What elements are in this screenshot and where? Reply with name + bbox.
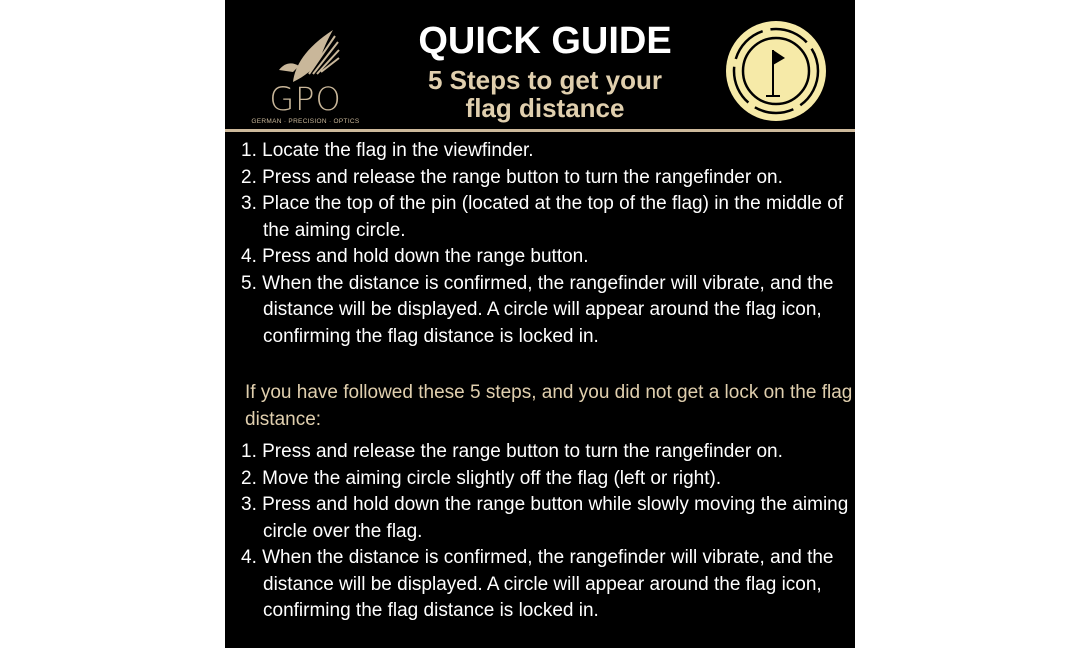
page-title: QUICK GUIDE (418, 20, 672, 62)
golf-flag-icon (725, 20, 827, 122)
list-item: 1. Locate the flag in the viewfinder. (241, 140, 534, 161)
page-subtitle (375, 66, 715, 122)
list-item: 4. When the distance is confirmed, the rangefinder will vibrate, and the distance will be displayed. A circle will appear around the flag icon, confirming the flag distance is locked in. (241, 547, 834, 621)
list-item: 2. Move the aiming circle slightly off the flag (left or right). (241, 467, 722, 489)
subtitle-line: 5 Steps to get your (427, 65, 663, 95)
guide-content (241, 138, 853, 625)
subtitle-line: flag distance (465, 93, 625, 123)
header-divider (225, 129, 855, 132)
logo-wordmark: GPO (269, 80, 342, 118)
logo-tagline: GERMAN · PRECISION · OPTICS (251, 118, 360, 125)
list-item: 5. When the distance is confirmed, the rangefinder will vibrate, and the distance will be displayed. A circle will appear around the flag icon, confirming the flag distance is locked in. (241, 272, 834, 347)
list-item: 1. Press and release the range button to turn the rangefinder on. (241, 441, 783, 462)
eagle-wing-icon (243, 26, 368, 84)
list-item: 2. Press and release the range button to turn the rangefinder on. (241, 166, 783, 188)
troubleshoot-intro: If you have followed these 5 steps, and you did not get a lock on the flag distance: (245, 382, 853, 430)
list-item: 3. Press and hold down the range button while slowly moving the aiming circle over the flag. (241, 494, 849, 542)
list-item: 3. Place the top of the pin (located at the top of the flag) in the middle of the aiming circle. (241, 193, 844, 241)
steps-list (241, 138, 853, 350)
quick-guide-panel (225, 0, 855, 648)
list-item: 4. Press and hold down the range button. (241, 246, 589, 267)
gpo-logo (243, 26, 368, 126)
troubleshoot-steps-list (241, 439, 853, 625)
